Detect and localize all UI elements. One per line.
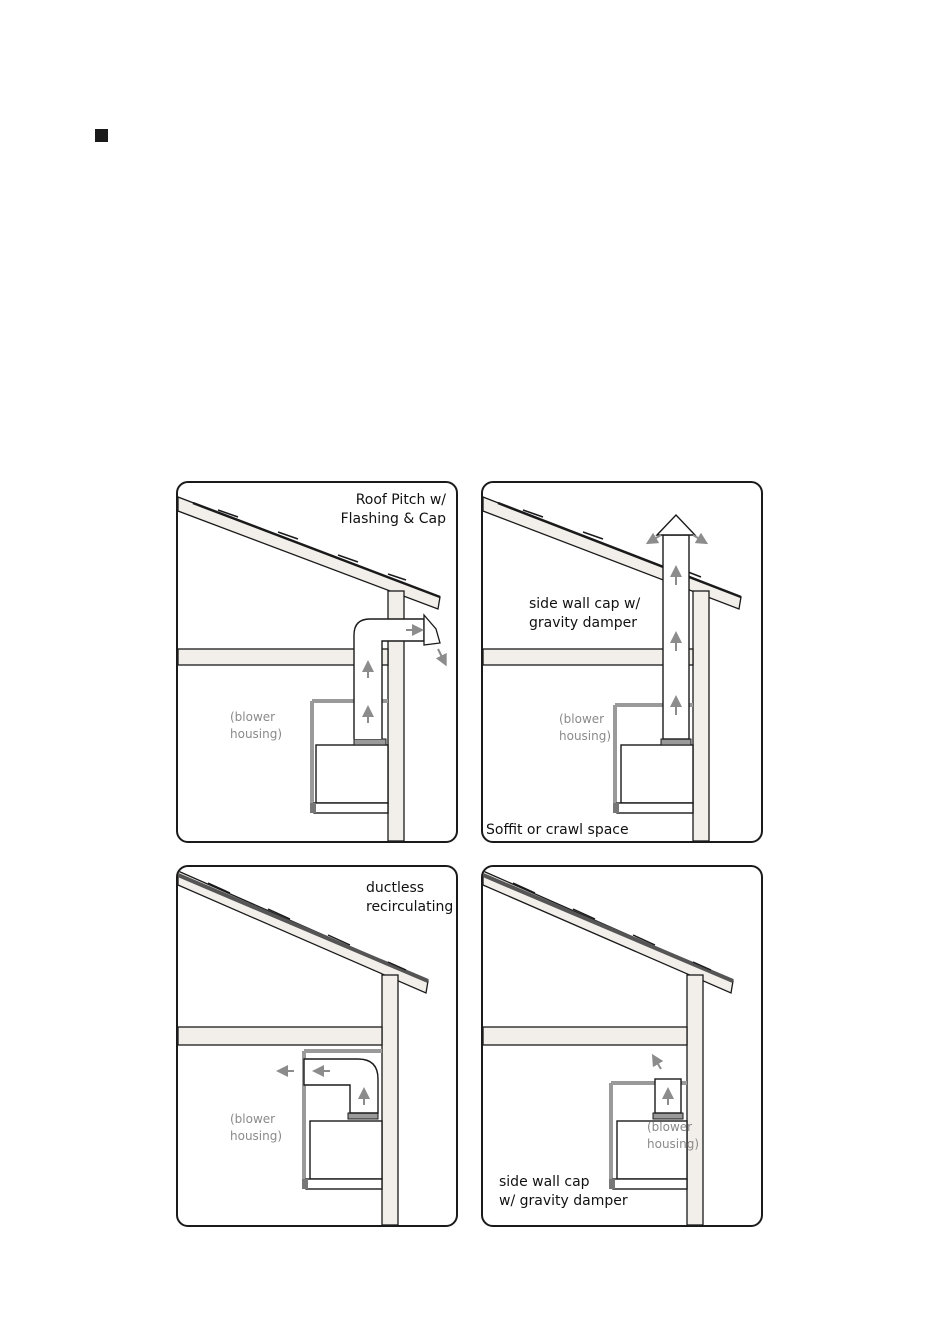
blower-housing-label (647, 1119, 699, 1153)
panel-label (341, 491, 446, 529)
blower-line-2: housing) (230, 727, 283, 741)
side-wall-venting-diagram (483, 867, 761, 1225)
label-line-1: ductless (366, 880, 425, 896)
blower-line-1: (blower (230, 710, 276, 724)
label-line-2: recirculating (366, 899, 454, 915)
label-line-1: Roof Pitch w/ (355, 492, 446, 508)
roof-venting-diagram (178, 483, 456, 841)
label-line-1: side wall cap (499, 1174, 590, 1190)
blower-housing-label (559, 711, 611, 745)
blower-line-2: housing) (647, 1137, 700, 1151)
blower-line-1: (blower (559, 712, 605, 726)
panel-ductless-recirculating (176, 865, 458, 1227)
soffit-venting-diagram (483, 483, 761, 841)
soffit-label: Soffit or crawl space (486, 822, 629, 838)
panel-roof-venting (176, 481, 458, 843)
panel-label (499, 1173, 628, 1211)
panel-side-wall-venting (481, 865, 763, 1227)
label-line-2: w/ gravity damper (499, 1193, 628, 1209)
label-line-1: side wall cap w/ (529, 596, 641, 612)
square-bullet-icon (95, 129, 108, 142)
blower-line-2: housing) (230, 1129, 283, 1143)
panel-soffit-venting (481, 481, 763, 843)
panel-label (529, 595, 640, 633)
blower-line-1: (blower (230, 1112, 276, 1126)
blower-line-2: housing) (559, 729, 612, 743)
panel-label (366, 879, 453, 917)
blower-housing-label (230, 709, 282, 743)
label-line-2: gravity damper (529, 615, 637, 631)
recirculating-diagram (178, 867, 456, 1225)
blower-line-1: (blower (647, 1120, 693, 1134)
label-line-2: Flashing & Cap (340, 511, 446, 527)
blower-housing-label (230, 1111, 282, 1145)
